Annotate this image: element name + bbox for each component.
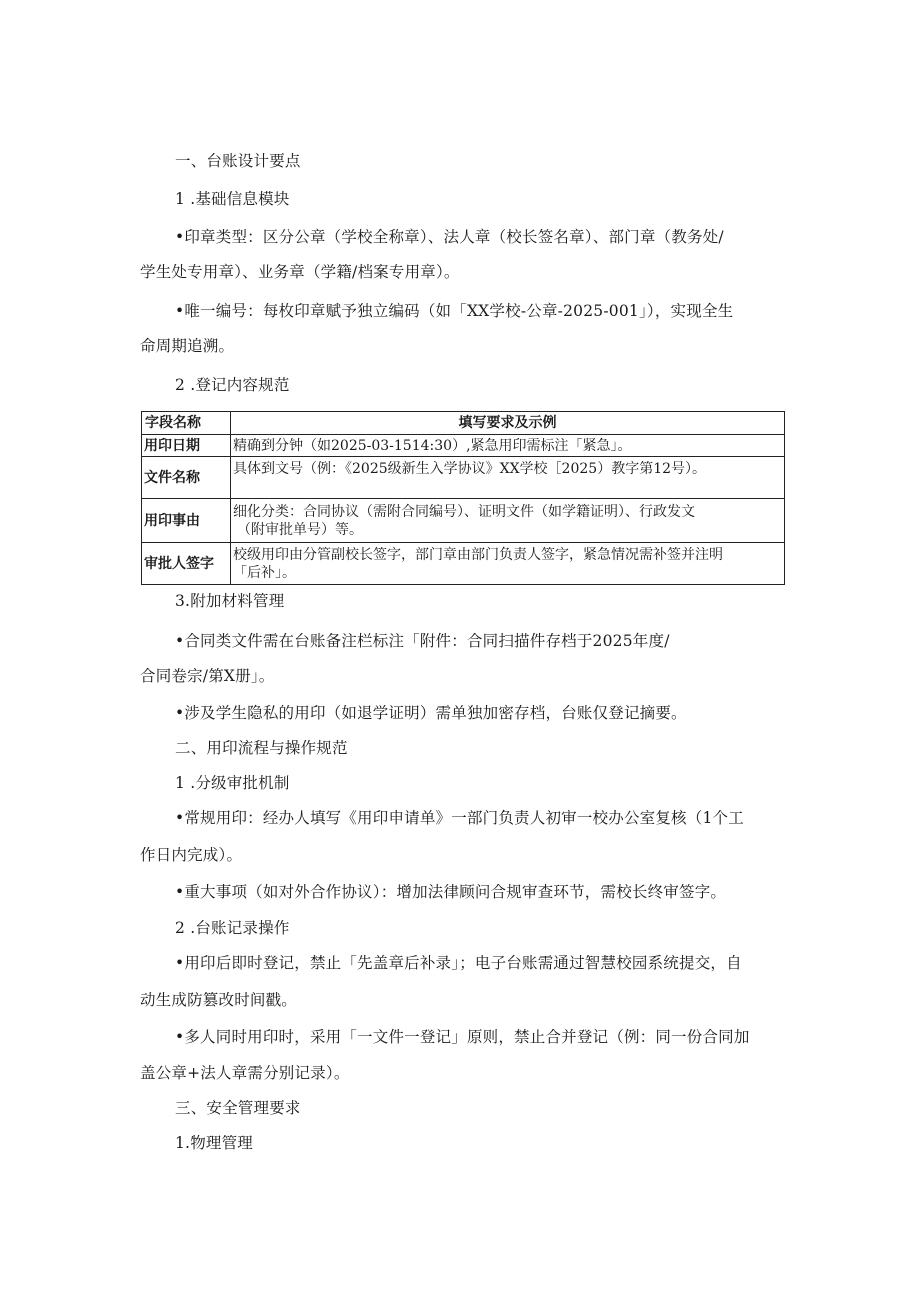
bullet-one-file-one-record-line-1: •多人同时用印时，采用「一文件一登记」原则，禁止合并登记（例：同一份合同加 — [175, 1028, 750, 1046]
subsection-2-2-heading: 2 .台账记录操作 — [175, 919, 290, 937]
table-header-row — [142, 412, 785, 435]
bullet-immediate-registration-line-2: 动生成防篡改时间戳。 — [140, 991, 298, 1009]
section-1-heading: 一、台账设计要点 — [175, 152, 301, 170]
subsection-1-1-heading: 1 .基础信息模块 — [175, 190, 290, 208]
registration-fields-table — [141, 411, 785, 585]
bullet-seal-types-line-2: 学生处专用章）、业务章（学籍/档案专用章）。 — [140, 263, 460, 281]
table-row — [142, 499, 785, 543]
table-row — [142, 543, 785, 585]
bullet-immediate-registration-line-1: •用印后即时登记，禁止「先盖章后补录」；电子台账需通过智慧校园系统提交，自 — [175, 954, 742, 972]
bullet-attachments-line-2: 合同卷宗/第X册」。 — [140, 667, 275, 685]
bullet-seal-types-line-1: •印章类型：区分公章（学校全称章）、法人章（校长签名章）、部门章（教务处/ — [175, 228, 724, 246]
header-requirements: 填写要求及示例 — [231, 412, 785, 435]
field-name-cell: 用印日期 — [142, 435, 231, 457]
field-name-cell: 文件名称 — [142, 457, 231, 499]
requirement-line: 细化分类：合同协议（需附合同编号）、证明文件（如学籍证明）、行政发文 — [233, 503, 695, 520]
requirement-line: 校级用印由分管副校长签字，部门章由部门负责人签字，紧急情况需补签并注明 — [233, 546, 723, 563]
subsection-1-3-heading: 3.附加材料管理 — [175, 592, 285, 610]
bullet-one-file-one-record-line-2: 盖公章+法人章需分别记录）。 — [140, 1064, 350, 1082]
field-name-cell: 审批人签字 — [142, 543, 231, 585]
requirement-line: 具体到文号（例：《2025级新生入学协议》XX学校［2025）教字第12号）。 — [233, 461, 707, 477]
bullet-major-matters: •重大事项（如对外合作协议）：增加法律顾问合规审查环节，需校长终审签字。 — [175, 883, 727, 901]
requirement-line: （附审批单号）等。 — [237, 521, 363, 538]
bullet-routine-seal-line-1: •常规用印：经办人填写《用印申请单》一部门负责人初审一校办公室复核（1个工 — [175, 809, 744, 827]
table-row — [142, 435, 785, 457]
requirement-line: 「后补」。 — [233, 564, 296, 581]
subsection-3-1-heading: 1.物理管理 — [175, 1134, 253, 1152]
subsection-2-1-heading: 1 .分级审批机制 — [175, 774, 290, 792]
bullet-unique-id-line-1: •唯一编号：每枚印章赋予独立编码（如「XX学校-公章-2025-001」），实现全生 — [175, 302, 734, 320]
requirement-cell — [231, 499, 785, 543]
table-row — [142, 457, 785, 499]
header-field-name: 字段名称 — [142, 412, 231, 435]
subsection-1-2-heading: 2 .登记内容规范 — [175, 376, 290, 394]
requirement-cell — [231, 543, 785, 585]
requirement-cell — [231, 435, 785, 457]
section-2-heading: 二、用印流程与操作规范 — [175, 739, 348, 757]
bullet-privacy: •涉及学生隐私的用印（如退学证明）需单独加密存档，台账仅登记摘要。 — [175, 704, 687, 722]
bullet-attachments-line-1: •合同类文件需在台账备注栏标注「附件：合同扫描件存档于2025年度/ — [175, 632, 670, 650]
section-3-heading: 三、安全管理要求 — [175, 1099, 301, 1117]
requirement-line: 精确到分钟（如2025-03-1514:30）,紧急用印需标注「紧急」。 — [233, 437, 632, 454]
bullet-unique-id-line-2: 命周期追溯。 — [140, 337, 235, 355]
field-name-cell: 用印事由 — [142, 499, 231, 543]
requirement-cell — [231, 457, 785, 499]
bullet-routine-seal-line-2: 作日内完成）。 — [140, 846, 243, 864]
